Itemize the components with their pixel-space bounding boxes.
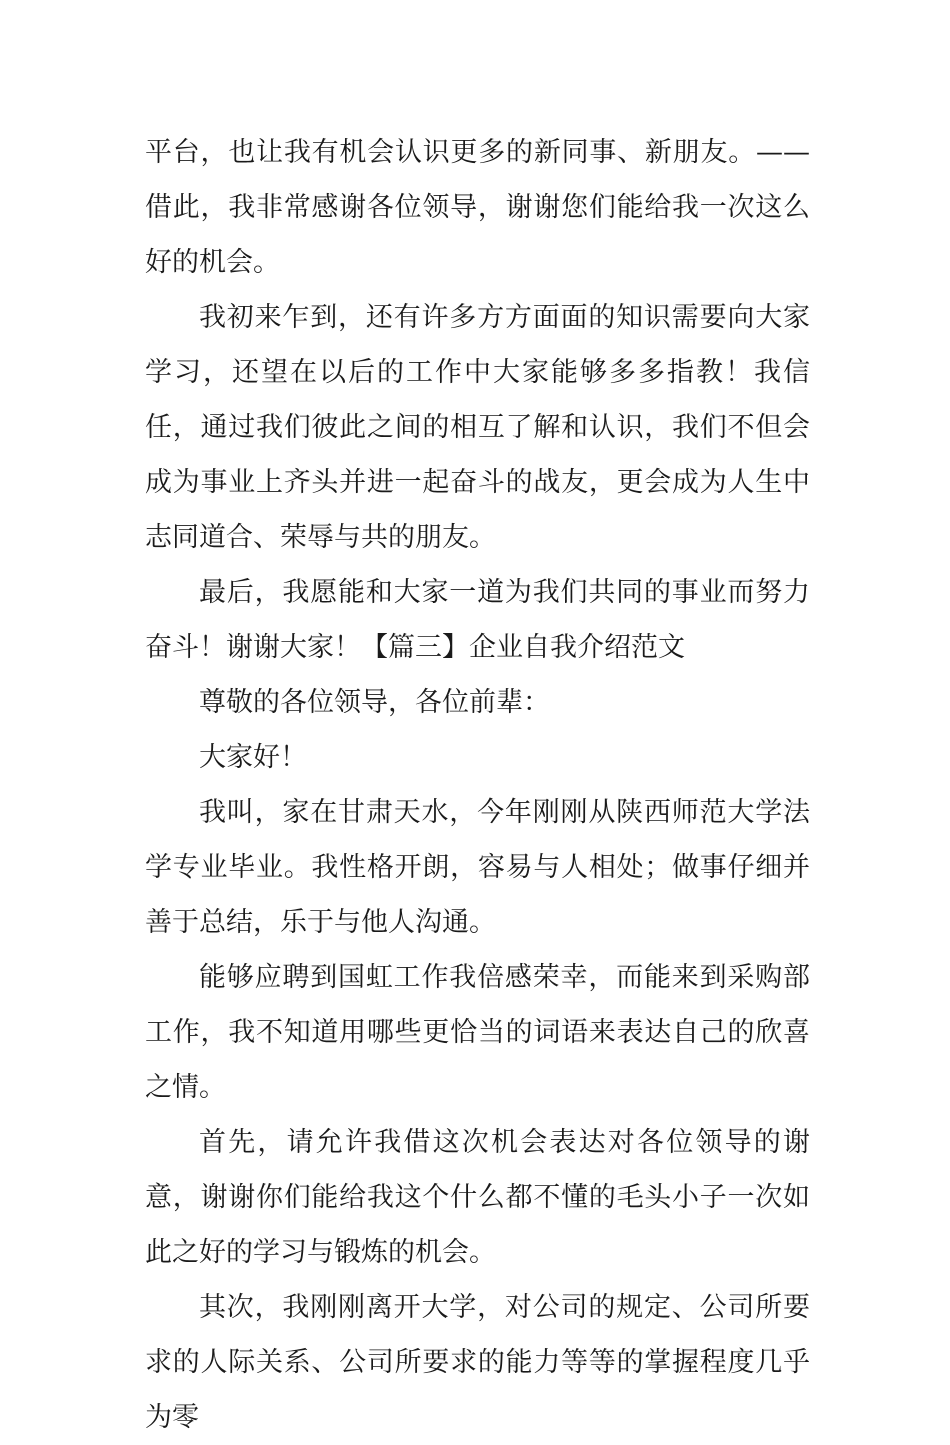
paragraph-1: 平台，也让我有机会认识更多的新同事、新朋友。——借此，我非常感谢各位领导，谢谢您们能给我一次这么好的机会。	[145, 137, 810, 278]
paragraph-2: 我初来乍到，还有许多方方面面的知识需要向大家学习，还望在以后的工作中大家能够多多指教！我信任，通过我们彼此之间的相互了解和认识，我们不但会成为事业上齐头并进一起奋斗的战友，更会成为人生中志同道合、荣辱与共的朋友。	[145, 302, 810, 553]
paragraph-6: 我叫，家在甘肃天水，今年刚刚从陕西师范大学法学专业毕业。我性格开朗，容易与人相处；做事仔细并善于总结，乐于与他人沟通。	[145, 797, 810, 938]
paragraph-4: 尊敬的各位领导，各位前辈：	[199, 687, 550, 718]
paragraph-5: 大家好！	[199, 742, 307, 773]
paragraph-7: 能够应聘到国虹工作我倍感荣幸，而能来到采购部工作，我不知道用哪些更恰当的词语来表达自己的欣喜之情。	[145, 962, 810, 1103]
paragraph-8: 首先，请允许我借这次机会表达对各位领导的谢意，谢谢你们能给我这个什么都不懂的毛头小子一次如此之好的学习与锻炼的机会。	[145, 1127, 810, 1268]
paragraph-9: 其次，我刚刚离开大学，对公司的规定、公司所要求的人际关系、公司所要求的能力等等的掌握程度几乎为零	[145, 1292, 810, 1433]
paragraph-3: 最后，我愿能和大家一道为我们共同的事业而努力奋斗！谢谢大家！【篇三】企业自我介绍范文	[145, 577, 810, 663]
document-body	[145, 125, 810, 1445]
